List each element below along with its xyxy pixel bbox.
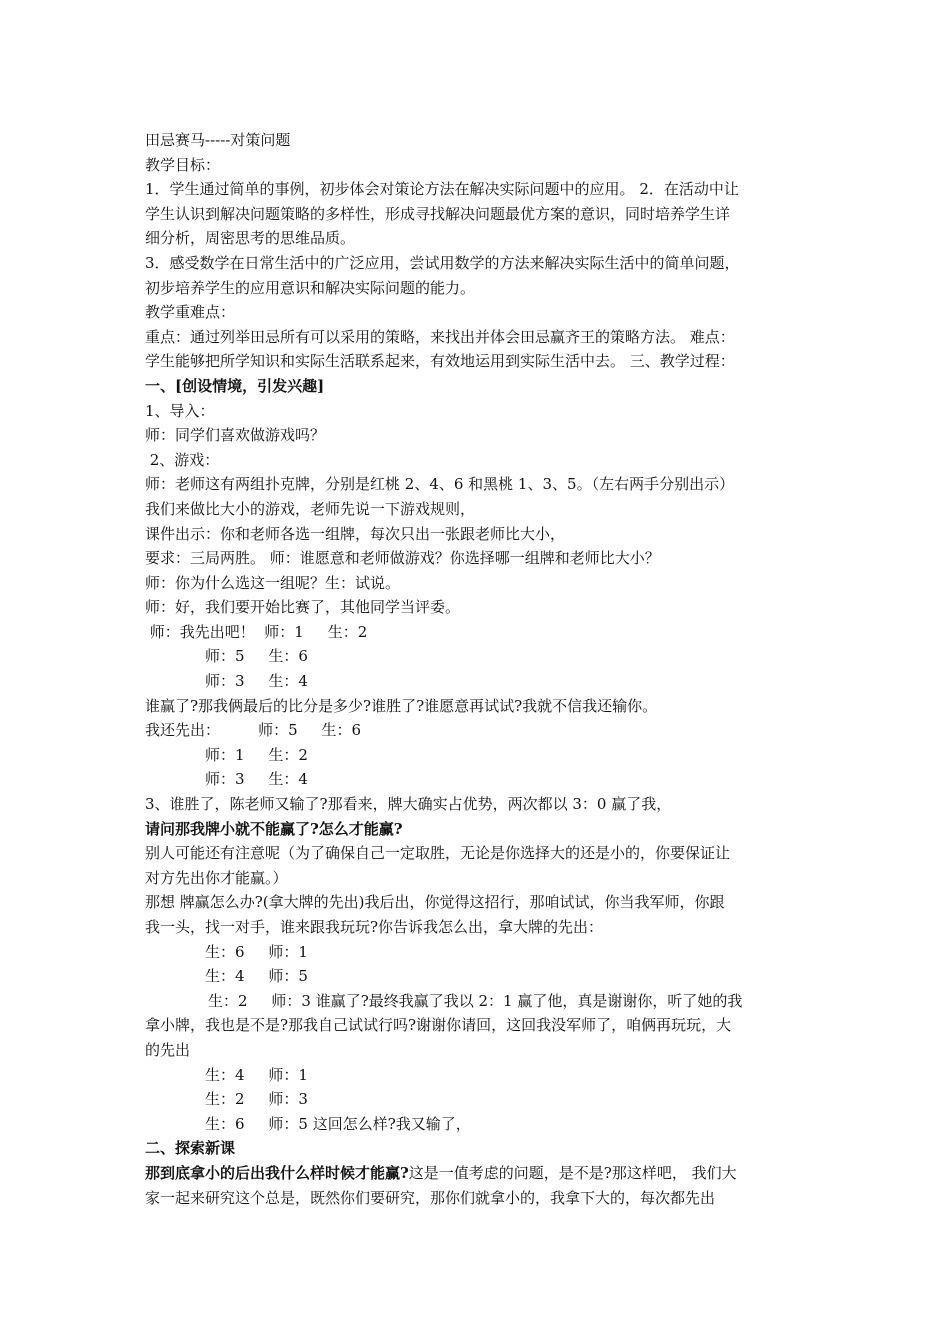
paragraph-line: 家一起来研究这个总是，既然你们要研究，那你们就拿小的，我拿下大的，每次都先出	[145, 1188, 716, 1207]
section-heading-bold: 一、[创设情境，引发兴趣]	[145, 376, 325, 395]
dialogue-line: 师：3 生：4	[205, 770, 308, 789]
paragraph-line: 师：同学们喜欢做游戏吗？	[145, 426, 326, 445]
paragraph-line: 我一头，找一对手，谁来跟我玩玩?你告诉我怎么出，拿大牌的先出：	[145, 918, 604, 936]
paragraph-line: 别人可能还有注意呢（为了确保自己一定取胜，无论是你选择大的还是小的，你要保证让	[145, 844, 731, 863]
paragraph-text: 这是一值考虑的问题，是不是?那这样吧， 我们大	[408, 1163, 737, 1182]
paragraph-line: 学生能够把所学知识和实际生活联系起来，有效地运用到实际生活中去。 三、教学过程：	[145, 352, 735, 371]
section-heading: 教学目标：	[145, 155, 221, 174]
paragraph-line: 谁赢了?那我俩最后的比分是多少?谁胜了?谁愿意再试试?我就不信我还输你。	[145, 696, 658, 715]
doc-title: 田忌赛马-----对策问题	[145, 131, 291, 149]
paragraph-line: 初步培养学生的应用意识和解决实际问题的能力。	[145, 278, 476, 297]
dialogue-line: 师：5 生：6	[205, 647, 308, 666]
dialogue-line: 师：我先出吧！ 师：1 生：2	[145, 622, 368, 641]
paragraph-line: 拿小牌，我也是不是?那我自己试试行吗?谢谢你请回，这回我没军师了，咱俩再玩玩，大	[145, 1016, 732, 1035]
bold-question	[145, 1161, 809, 1186]
dialogue-line: 生：4 师：5	[205, 967, 308, 986]
bold-question-text: 那到底拿小的后出我什么样时候才能赢?	[145, 1163, 409, 1182]
dialogue-line: 生：2 师：3 谁赢了?最终我赢了我以 2：1 赢了他，真是谢谢你，听了她的我	[208, 991, 743, 1010]
section-heading-bold: 二、探索新课	[145, 1139, 236, 1158]
paragraph-line: 学生认识到解决问题策略的多样性，形成寻找解决问题最优方案的意识，同时培养学生详	[145, 204, 731, 223]
paragraph-line: 我们来做比大小的游戏，老师先说一下游戏规则，	[145, 499, 476, 518]
paragraph-line: 的先出	[145, 1040, 191, 1059]
paragraph-line: 师：你为什么选这一组呢？生：试说。	[145, 573, 401, 592]
section-heading: 教学重难点：	[145, 303, 236, 322]
document-body	[145, 128, 809, 1210]
dialogue-line: 我还先出： 师：5 生：6	[145, 721, 362, 740]
paragraph-line: 1．学生通过简单的事例，初步体会对策论方法在解决实际问题中的应用。 2．在活动中让	[145, 180, 739, 199]
paragraph-line: 重点：通过列举田忌所有可以采用的策略，来找出并体会田忌赢齐王的策略方法。 难点：	[145, 327, 735, 346]
paragraph-line: 3．感受数学在日常生活中的广泛应用，尝试用数学的方法来解决实际生活中的简单问题，	[145, 253, 740, 272]
paragraph-line: 那想 牌赢怎么办?(拿大牌的先出)我后出，你觉得这招行，那咱试试，你当我军师，你跟	[145, 893, 725, 912]
bold-question: 请问那我牌小就不能赢了?怎么才能赢?	[145, 819, 403, 838]
dialogue-line: 生：2 师：3	[205, 1090, 308, 1109]
paragraph-line: 1、导入：	[145, 401, 215, 420]
paragraph-line: 要求：三局两胜。 师：谁愿意和老师做游戏？你选择哪一组牌和老师比大小？	[145, 549, 660, 568]
dialogue-line: 生：4 师：1	[205, 1065, 308, 1084]
paragraph-line: 细分析，周密思考的思维品质。	[145, 229, 356, 248]
dialogue-line: 师：3 生：4	[205, 672, 308, 691]
paragraph-line: 师：好，我们要开始比赛了，其他同学当评委。	[145, 598, 461, 617]
dialogue-line: 师：1 生：2	[205, 745, 308, 764]
dialogue-line: 生：6 师：1	[205, 942, 308, 961]
paragraph-line: 师：老师这有两组扑克牌，分别是红桃 2、4、6 和黑桃 1、3、5。（左右两手分别出示）	[145, 475, 735, 494]
dialogue-line: 生：6 师：5 这回怎么样?我又输了，	[205, 1114, 471, 1133]
paragraph-line: 2、游戏：	[145, 450, 220, 469]
paragraph-line: 课件出示：你和老师各选一组牌，每次只出一张跟老师比大小，	[145, 524, 566, 543]
paragraph-line: 3、谁胜了，陈老师又输了?那看来，牌大确实占优势，两次都以 3：0 赢了我，	[145, 795, 672, 814]
paragraph-line: 对方先出你才能赢。）	[145, 868, 288, 887]
